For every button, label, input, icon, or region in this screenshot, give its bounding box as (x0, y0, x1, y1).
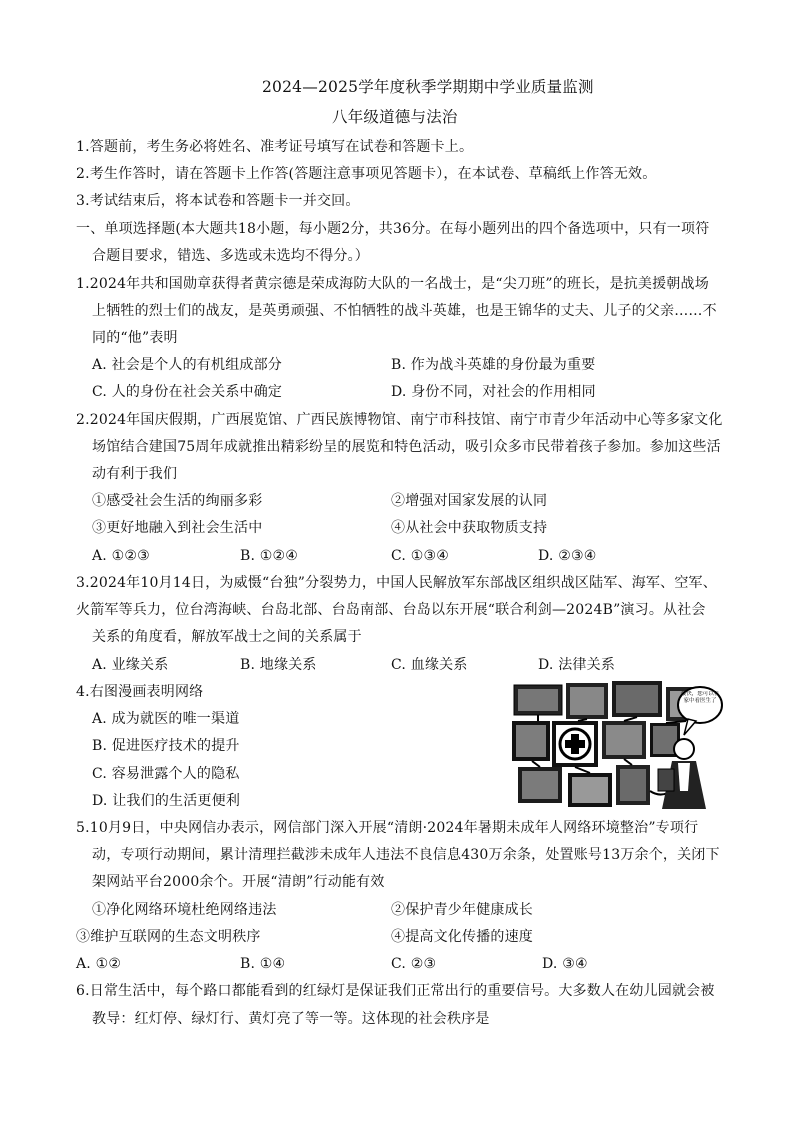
exam-title: 2024—2025学年度秋季学期期中学业质量监测 (262, 78, 594, 96)
q3-option-d: D. 法律关系 (538, 657, 616, 673)
q5-statement-4: ④提高文化传播的速度 (391, 929, 533, 945)
note-2: 2.考生作答时，请在答题卡上作答(答题注意事项见答题卡），在本试卷、草稿纸上作答无效。 (76, 166, 657, 182)
q1-stem-line: 1.2024年共和国勋章获得者黄宗德是荣成海防大队的一名战士，是“尖刀班”的班长，是抗美援朝战场 (76, 276, 709, 292)
q1-option-a: A. 社会是个人的有机组成部分 (92, 357, 283, 373)
q5-statement-1: ①净化网络环境杜绝网络违法 (92, 902, 277, 918)
q1-option-b: B. 作为战斗英雄的身份最为重要 (391, 357, 596, 373)
section-heading-cont: 合题目要求，错选、多选或未选均不得分。） (92, 248, 369, 264)
q4-option-a: A. 成为就医的唯一渠道 (92, 711, 240, 727)
note-3: 3.考试结束后，将本试卷和答题卡一并交回。 (76, 193, 360, 209)
q5-stem-line: 动，专项行动期间，累计清理拦截涉未成年人违法不良信息430万余条，处置账号13万余个，关闭下 (92, 847, 720, 863)
q2-option-b: B. ①②④ (240, 548, 299, 564)
q2-statement-4: ④从社会中获取物质支持 (391, 520, 548, 536)
q2-option-d: D. ②③④ (538, 548, 597, 564)
q5-option-d: D. ③④ (542, 956, 588, 972)
q1-stem-line: 上牺牲的烈士们的战友，是英勇顽强、不怕牺牲的战斗英雄，也是王锦华的丈夫、儿子的父亲……不 (92, 303, 717, 319)
q5-option-b: B. ①④ (240, 956, 286, 972)
q5-stem-line: 5.10月9日，中央网信办表示，网信部门深入开展“清朗·2024年暑期未成年人网络环境整治”专项行 (76, 820, 699, 836)
exam-subject: 八年级道德与法治 (332, 108, 458, 126)
q5-option-a: A. ①② (76, 956, 122, 972)
q2-option-c: C. ①③④ (391, 548, 449, 564)
q4-option-d: D. 让我们的生活更便利 (92, 793, 241, 809)
q5-stem-line: 架网站平台2000余个。开展“清朗”行动能有效 (92, 874, 385, 890)
q5-option-c: C. ②③ (391, 956, 437, 972)
q4-option-b: B. 促进医疗技术的提升 (92, 738, 240, 754)
section-heading: 一、单项选择题(本大题共18小题，每小题2分，共36分。在每小题列出的四个备选项中，只有一项符 (76, 221, 710, 237)
q6-stem-line: 教导：红灯停、绿灯行、黄灯亮了等一等。这体现的社会秩序是 (92, 1011, 490, 1027)
q4-stem: 4.右图漫画表明网络 (76, 684, 204, 700)
q2-option-a: A. ①②③ (92, 548, 150, 564)
note-1: 1.答题前，考生务必将姓名、准考证号填写在试卷和答题卡上。 (76, 139, 474, 155)
q6-stem-line: 6.日常生活中，每个路口都能看到的红绿灯是保证我们正常出行的重要信号。大多数人在幼儿园就会被 (76, 983, 715, 999)
q4-option-c: C. 容易泄露个人的隐私 (92, 766, 240, 782)
q3-stem-line: 火箭军等兵力，位台湾海峡、台岛北部、台岛南部、台岛以东开展“联合利剑—2024B”演习。从社会 (76, 602, 706, 618)
q3-option-c: C. 血缘关系 (391, 657, 468, 673)
q3-option-b: B. 地缘关系 (240, 657, 317, 673)
q3-stem-line: 关系的角度看，解放军战士之间的关系属于 (92, 629, 362, 645)
q2-stem-line: 动有利于我们 (92, 466, 178, 482)
q2-stem-line: 2.2024年国庆假期，广西展览馆、广西民族博物馆、南宁市科技馆、南宁市青少年活动中心等多家文化 (76, 412, 723, 428)
q1-stem-line: 同的“他”表明 (92, 330, 178, 346)
q2-statement-2: ②增强对国家发展的认同 (391, 493, 548, 509)
q5-statement-2: ②保护青少年健康成长 (391, 902, 533, 918)
q3-option-a: A. 业缘关系 (92, 657, 169, 673)
q1-option-d: D. 身份不同，对社会的作用相同 (391, 384, 596, 400)
q2-statement-3: ③更好地融入到社会生活中 (92, 520, 263, 536)
cartoon-speech-text: 最快，您可以在家中看医生了 (680, 691, 720, 704)
q2-statement-1: ①感受社会生活的绚丽多彩 (92, 493, 263, 509)
q1-option-c: C. 人的身份在社会关系中确定 (92, 384, 283, 400)
q3-stem-line: 3.2024年10月14日，为威慑“台独”分裂势力，中国人民解放军东部战区组织战区陆军、海军、空军、 (76, 575, 717, 591)
q4-cartoon-image (512, 681, 724, 813)
q5-statement-3: ③维护互联网的生态文明秩序 (76, 929, 261, 945)
q2-stem-line: 场馆结合建国75周年成就推出精彩纷呈的展览和特色活动，吸引众多市民带着孩子参加。参加这些活 (92, 439, 721, 455)
